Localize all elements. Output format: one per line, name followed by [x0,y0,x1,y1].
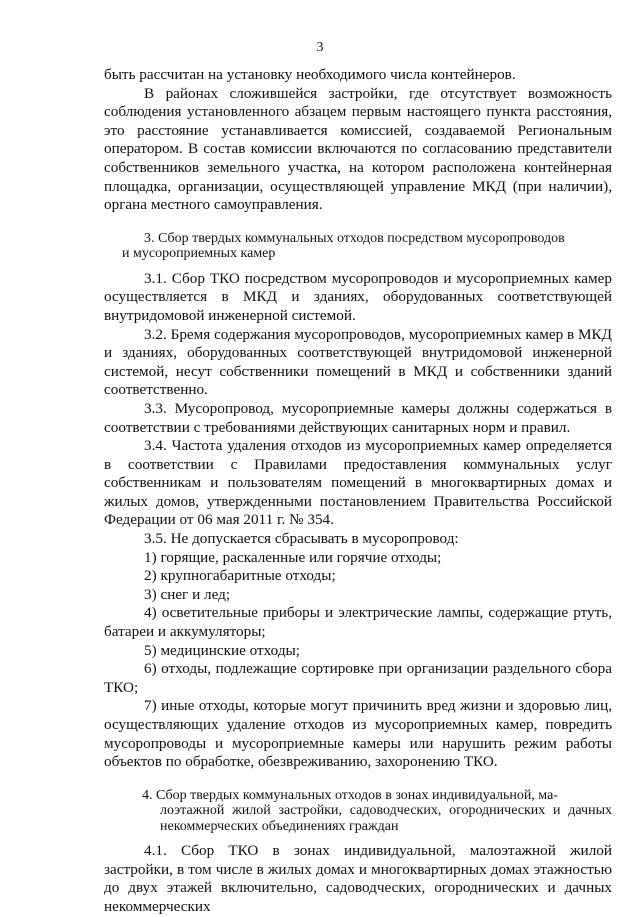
paragraph-3-3: 3.3. Мусоропровод, мусороприемные камеры должны содержаться в соответствии с требованиями действующих санитарных норм и правил. [104,399,612,436]
paragraph-distance-commission: В районах сложившейся застройки, где отсутствует возможность соблюдения установленного абзацем первым настоящего пункта расстояния, это расстояние устанавливается комиссией, создаваемой Региональным оператором. В состав комиссии включаются по согласованию представители собственников земельного участка, на котором расположена контейнерная площадка, организации, осуществляющей управление МКД (при наличии), органа местного самоуправления. [104,84,612,214]
paragraph-3-1: 3.1. Сбор ТКО посредством мусоропроводов и мусороприемных камер осуществляется в МКД и зданиях, оборудованных соответствующей внутридомовой инженерной системой. [104,269,612,324]
paragraph-3-4: 3.4. Частота удаления отходов из мусороприемных камер определяется в соответствии с Правилами предоставления коммунальных услуг собственникам и пользователям помещений в многоквартирных домах и жилых домов, утвержденными постановлением Правительства Российской Федерации от 06 мая 2011 г. № 354. [104,437,612,529]
list-item: 7) иные отходы, которые могут причинить вред жизни и здоровью лиц, осуществляющих удаление отходов из мусороприемных камер, повредить мусоропроводы и мусороприемные камеры или нарушить режим работы объектов по обработке, обезвреживанию, захоронению ТКО. [104,697,612,771]
section-3-heading-line2: и мусороприемных камер [122,246,276,262]
page-number: 3 [316,40,324,55]
list-item: 1) горящие, раскаленные или горячие отходы; [144,548,442,566]
document-body [104,66,612,917]
paragraph-continuation: быть рассчитан на установку необходимого числа контейнеров. [104,66,516,83]
list-item: 4) осветительные приборы и электрические лампы, содержащие ртуть, батареи и аккумуляторы; [104,604,612,641]
list-item: 6) отходы, подлежащие сортировке при организации раздельного сбора ТКО; [104,660,612,696]
section-3-heading [104,231,612,262]
list-item: 3) снег и лед; [144,585,231,603]
paragraph-3-5: 3.5. Не допускается сбрасывать в мусоропровод: [144,530,459,548]
section-4-heading-line2: лоэтажной жилой застройки, садоводческих, огороднических и дачных некоммерческих объединениях граждан [160,803,612,834]
section-4-heading [104,788,612,835]
paragraph-4-1: 4.1. Сбор ТКО в зонах индивидуальной, малоэтажной жилой застройки, в том числе в жилых домах и многоквартирных домах этажностью до двух этажей включительно, садоводческих, огороднических и дачных некоммерческих [104,842,612,916]
paragraph-3-2: 3.2. Бремя содержания мусоропроводов, мусороприемных камер в МКД и зданиях, оборудованных соответствующей внутридомовой инженерной системой, несут собственники помещений в МКД и собственники зданий соответственно. [104,325,612,399]
list-item: 5) медицинские отходы; [144,641,300,659]
section-3-heading-line1: 3. Сбор твердых коммунальных отходов посредством мусоропроводов [144,230,565,246]
list-item: 2) крупногабаритные отходы; [144,567,336,585]
section-4-heading-line1: 4. Сбор твердых коммунальных отходов в зонах индивидуальной, ма- [142,787,558,803]
